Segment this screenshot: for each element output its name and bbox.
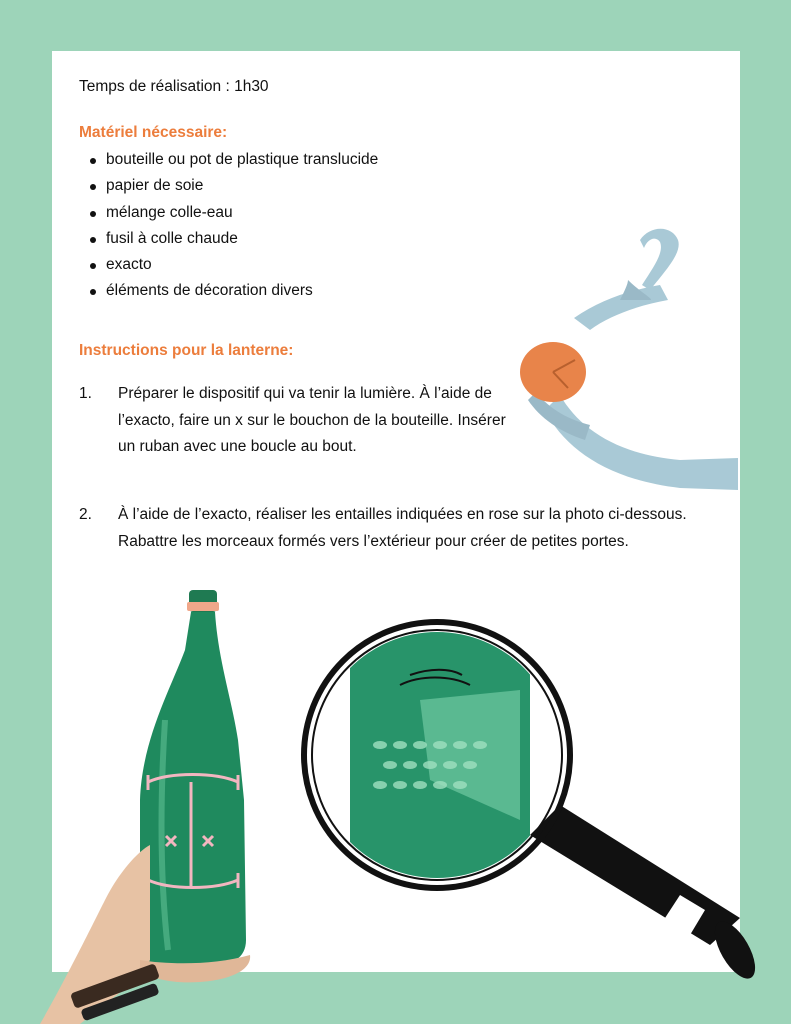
materials-list	[88, 147, 378, 305]
step-number: 2.	[79, 506, 92, 523]
ribbon-cap-photo	[520, 229, 738, 490]
bottle-photo	[40, 590, 250, 1024]
instructions-heading: Instructions pour la lanterne:	[79, 342, 294, 359]
materials-heading: Matériel nécessaire:	[79, 124, 228, 141]
list-item: mélange colle-eau	[88, 200, 378, 226]
time-line: Temps de réalisation : 1h30	[79, 78, 269, 95]
magnifier-illustration	[304, 615, 763, 985]
step-text: Préparer le dispositif qui va tenir la lumière. À l’aide de l’exacto, faire un x sur le bouchon de la bouteille. Insérer un ruban avec une boucle au bout.	[118, 385, 506, 455]
list-item: papier de soie	[88, 173, 378, 199]
list-item: fusil à colle chaude	[88, 226, 378, 252]
list-item: exacto	[88, 252, 378, 278]
step-text: À l’aide de l’exacto, réaliser les entailles indiquées en rose sur la photo ci-dessous. Rabattre les morceaux formés vers l’extérieur pour créer de petites portes.	[118, 506, 687, 550]
list-item: bouteille ou pot de plastique translucide	[88, 147, 378, 173]
step-number: 1.	[79, 385, 92, 402]
list-item: éléments de décoration divers	[88, 278, 378, 304]
